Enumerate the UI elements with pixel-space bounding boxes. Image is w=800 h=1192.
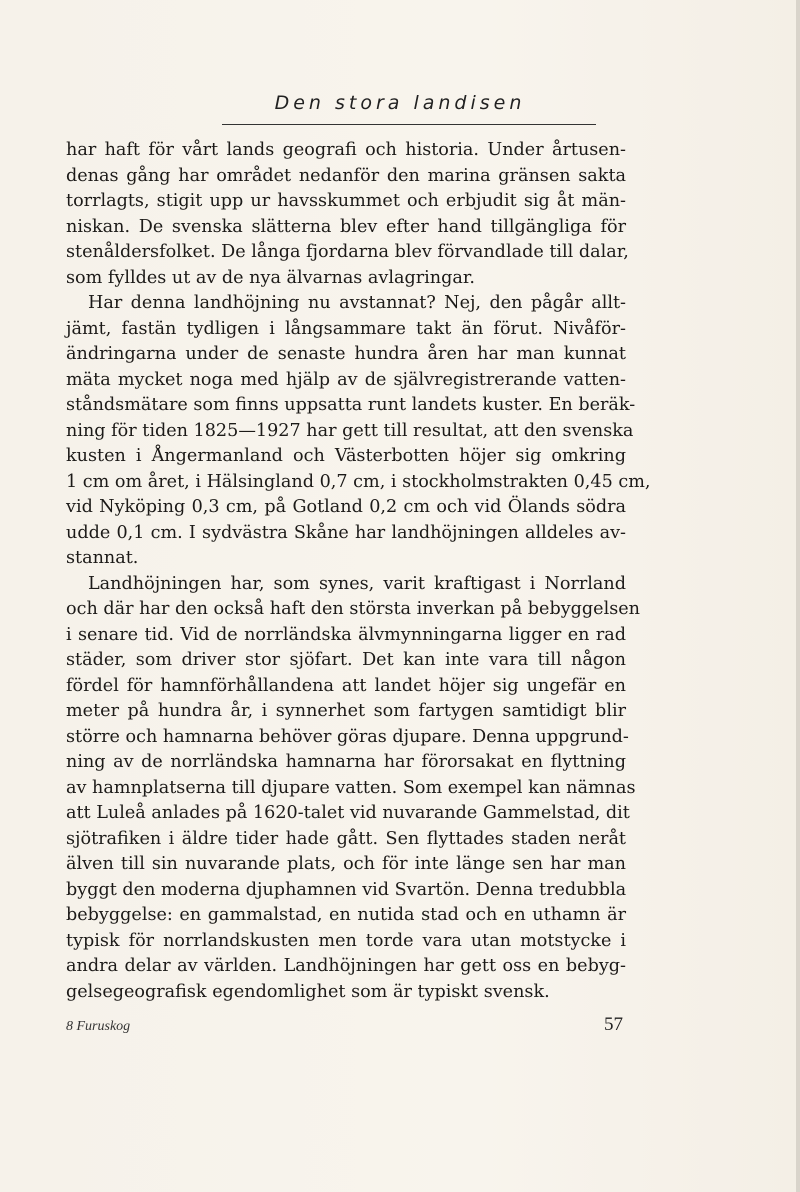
text-line: i senare tid. Vid de norrländska älvmynningarna ligger en rad bbox=[66, 624, 626, 645]
text-line: mäta mycket noga med hjälp av de självregistrerande vatten- bbox=[66, 369, 626, 390]
body-text bbox=[66, 138, 651, 1005]
text-line: gelsegeografisk egendomlighet som är typiskt svensk. bbox=[66, 981, 550, 1002]
text-line: stannat. bbox=[66, 548, 139, 568]
page-edge bbox=[796, 0, 800, 1192]
paragraph bbox=[66, 138, 629, 291]
paragraph bbox=[66, 291, 651, 572]
text-line: Landhöjningen har, som synes, varit kraftigast i Norrland bbox=[88, 573, 626, 594]
text-line: har haft för vårt lands geografi och historia. Under årtusen- bbox=[66, 140, 626, 160]
text-line: att Luleå anlades på 1620-talet vid nuvarande Gammelstad, dit bbox=[66, 803, 630, 823]
text-line: ändringarna under de senaste hundra åren har man kunnat bbox=[66, 344, 626, 364]
text-line: vid Nyköping 0,3 cm, på Gotland 0,2 cm och vid Ölands södra bbox=[66, 497, 626, 517]
text-line: jämt, fastän tydligen i långsammare takt än förut. Nivåför- bbox=[66, 318, 626, 339]
text-line: älven till sin nuvarande plats, och för inte länge sen har man bbox=[66, 854, 626, 874]
signature-mark: 8 Furuskog bbox=[66, 1019, 131, 1034]
text-line: större och hamnarna behöver göras djupare. Denna uppgrund- bbox=[66, 726, 629, 747]
running-head: Den stora landisen bbox=[274, 92, 526, 114]
text-line: byggt den moderna djuphamnen vid Svartön. Denna tredubbla bbox=[66, 879, 627, 900]
text-line: av hamnplatserna till djupare vatten. Som exempel kan nämnas bbox=[66, 777, 636, 798]
text-line: denas gång har området nedanför den marina gränsen sakta bbox=[66, 165, 626, 186]
header-rule bbox=[222, 124, 596, 125]
page-number: 57 bbox=[604, 1014, 623, 1035]
text-line: bebyggelse: en gammalstad, en nutida stad och en uthamn är bbox=[66, 905, 626, 925]
text-line: kusten i Ångermanland och Västerbotten höjer sig omkring bbox=[66, 446, 626, 466]
text-line: udde 0,1 cm. I sydvästra Skåne har landhöjningen alldeles av- bbox=[66, 522, 626, 543]
text-line: städer, som driver stor sjöfart. Det kan inte vara till någon bbox=[66, 650, 626, 670]
text-line: andra delar av världen. Landhöjningen har gett oss en bebyg- bbox=[66, 956, 626, 976]
text-line: fördel för hamnförhållandena att landet höjer sig ungefär en bbox=[66, 675, 626, 696]
text-line: ståndsmätare som finns uppsatta runt landets kuster. En beräk- bbox=[66, 395, 636, 415]
text-line: stenåldersfolket. De långa fjordarna blev förvandlade till dalar, bbox=[66, 242, 629, 262]
text-line: Har denna landhöjning nu avstannat? Nej, den pågår allt- bbox=[88, 293, 626, 313]
text-line: 1 cm om året, i Hälsingland 0,7 cm, i stockholmstrakten 0,45 cm, bbox=[66, 471, 651, 492]
text-line: som fylldes ut av de nya älvarnas avlagringar. bbox=[66, 267, 475, 288]
paragraph bbox=[66, 572, 640, 1006]
text-line: niskan. De svenska slätterna blev efter hand tillgängliga för bbox=[66, 216, 626, 237]
text-line: meter på hundra år, i synnerhet som fartygen samtidigt blir bbox=[66, 701, 626, 721]
text-line: ning av de norrländska hamnarna har förorsakat en flyttning bbox=[66, 752, 626, 772]
text-line: sjötrafiken i äldre tider hade gått. Sen flyttades staden neråt bbox=[66, 828, 626, 849]
text-line: torrlagts, stigit upp ur havsskummet och erbjudit sig åt män- bbox=[66, 191, 626, 211]
text-line: och där har den också haft den största inverkan på bebyggelsen bbox=[66, 599, 640, 619]
text-line: ning för tiden 1825—1927 har gett till resultat, att den svenska bbox=[66, 420, 634, 441]
text-line: typisk för norrlandskusten men torde vara utan motstycke i bbox=[66, 930, 626, 951]
